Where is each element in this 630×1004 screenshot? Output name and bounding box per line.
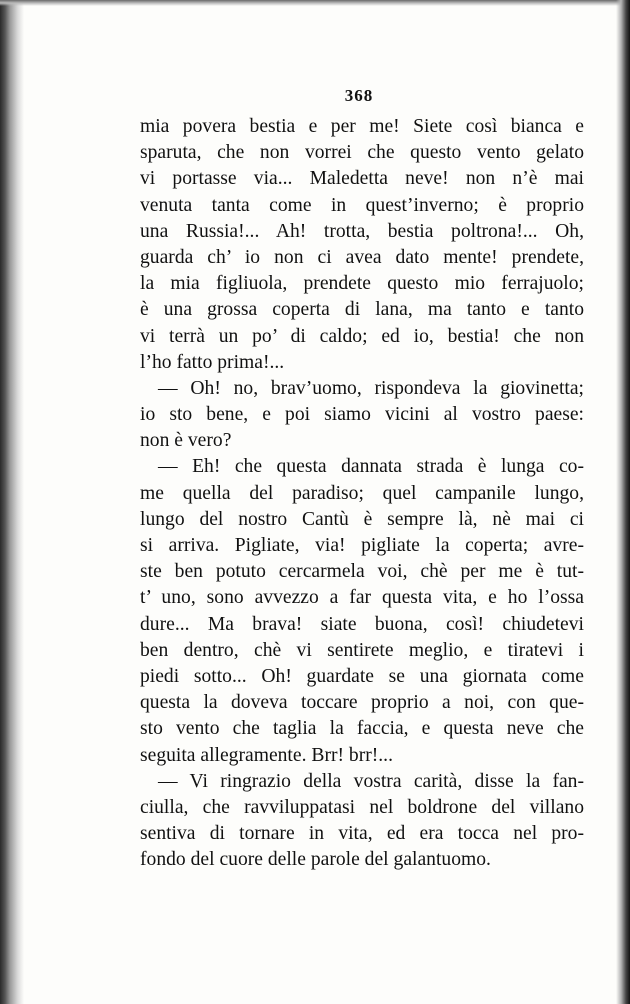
text-line: — Oh! no, brav’uomo, rispondeva la giovinetta; xyxy=(158,377,584,399)
text-line: è una grossa coperta di lana, ma tanto e tanto xyxy=(140,299,584,321)
book-spine-shadow xyxy=(0,0,24,1004)
text-line: si arriva. Pigliate, via! pigliate la coperta; avre- xyxy=(140,535,584,556)
text-line: sparuta, che non vorrei che questo vento gelato xyxy=(140,142,584,164)
text-line: seguita allegramente. Brr! brr!... xyxy=(140,744,393,766)
text-line: vi portasse via... Maledetta neve! non n’è mai xyxy=(140,168,584,190)
paragraph xyxy=(140,376,584,455)
text-line: io sto bene, e poi siamo vicini al vostro paese: xyxy=(140,404,584,426)
text-line: venuta tanta come in quest’inverno; è proprio xyxy=(140,194,584,216)
text-line: dure... Ma brava! siate buona, così! chiudetevi xyxy=(140,613,584,635)
text-line: ben dentro, chè vi sentirete meglio, e tiratevi i xyxy=(140,639,584,661)
text-line: ciulla, che ravviluppatasi nel boldrone del villano xyxy=(140,796,584,818)
text-line: l’ho fatto prima!... xyxy=(140,351,285,373)
text-line: sentiva di tornare in vita, ed era tocca nel pro- xyxy=(140,823,584,845)
text-line: vi terrà un po’ di caldo; ed io, bestia! che non xyxy=(140,325,584,347)
text-line: — Vi ringrazio della vostra carità, disse la fan- xyxy=(158,770,584,792)
text-line: non è vero? xyxy=(140,430,232,452)
text-line: t’ uno, sono avvezzo a far questa vita, e ho l’ossa xyxy=(140,587,584,609)
text-line: sto vento che taglia la faccia, e questa neve che xyxy=(140,718,584,740)
text-line: — Eh! che questa dannata strada è lunga co- xyxy=(158,456,584,478)
text-line: lungo del nostro Cantù è sempre là, nè mai ci xyxy=(140,508,584,530)
paragraph xyxy=(140,114,584,376)
text-line: questa la doveva toccare proprio a noi, con que- xyxy=(140,692,584,714)
text-line: piedi sotto... Oh! guardate se una giornata come xyxy=(140,665,584,687)
text-line: ste ben potuto cercarmela voi, chè per me è tut- xyxy=(140,561,584,583)
text-line: una Russia!... Ah! trotta, bestia poltrona!... Oh, xyxy=(140,220,584,242)
body-text xyxy=(140,114,584,873)
page-top-edge xyxy=(0,0,630,6)
paragraph xyxy=(140,769,584,874)
text-line: guarda ch’ io non ci avea dato mente! prendete, xyxy=(140,246,584,268)
text-line: la mia figliuola, prendete questo mio ferrajuolo; xyxy=(140,273,584,295)
text-line: mia povera bestia e per me! Siete così bianca e xyxy=(140,116,584,137)
page-number: 368 xyxy=(344,86,374,105)
text-line: me quella del paradiso; quel campanile lungo, xyxy=(140,482,584,504)
text-line: fondo del cuore delle parole del galantuomo. xyxy=(140,849,491,871)
paragraph xyxy=(140,454,584,768)
page-right-edge xyxy=(616,0,630,1004)
